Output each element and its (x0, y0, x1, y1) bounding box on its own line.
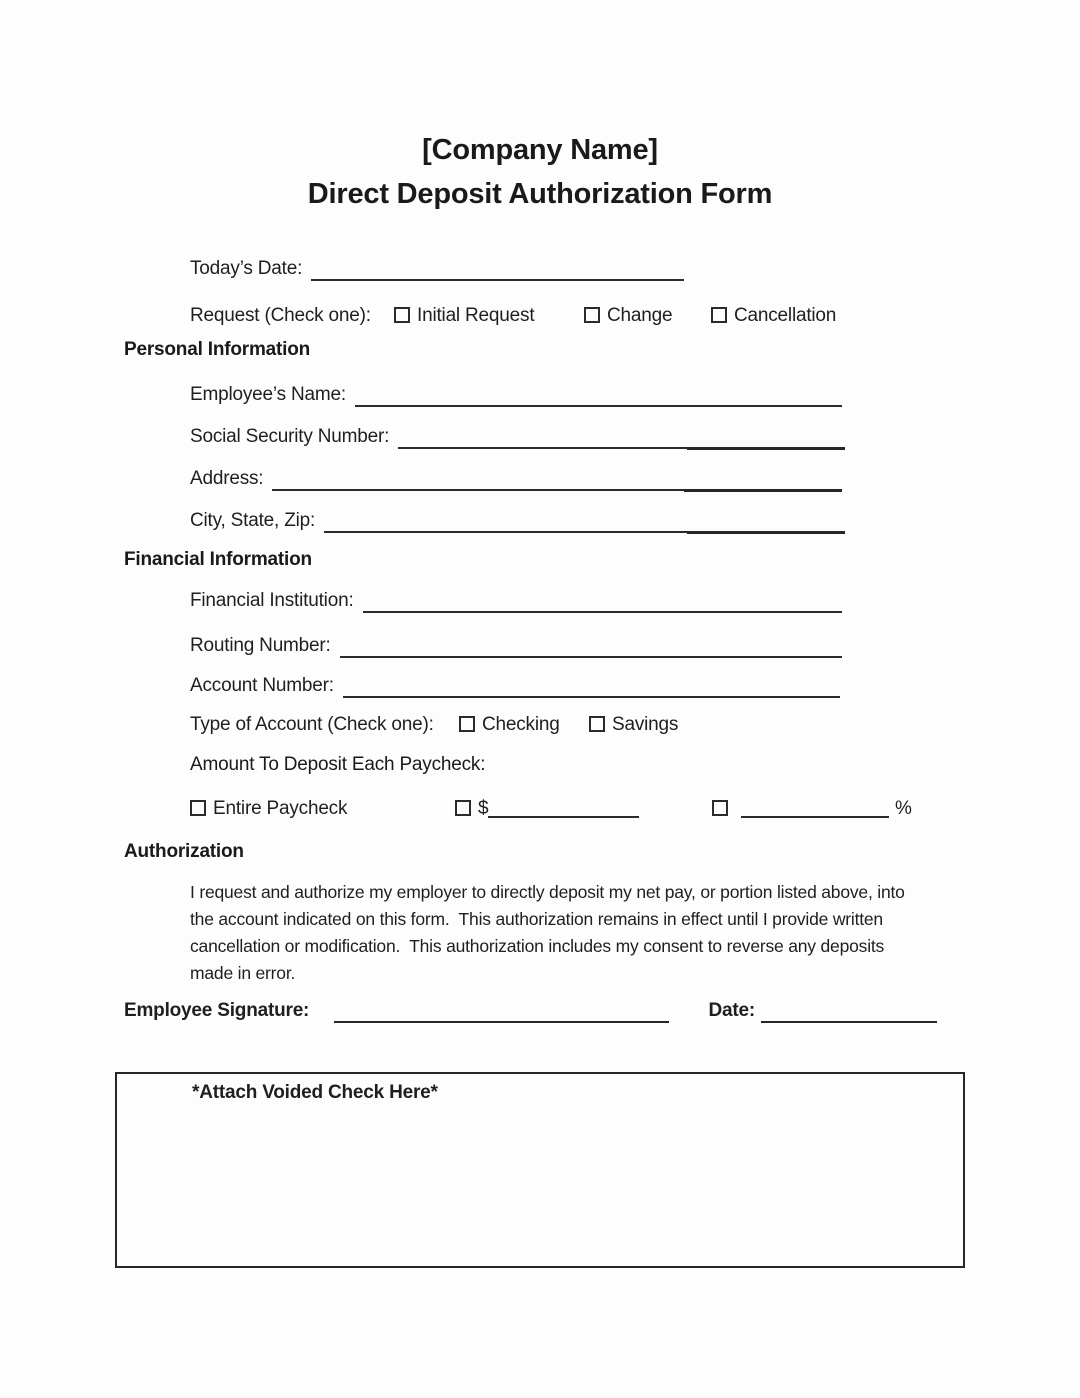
percent-amount-input-line[interactable] (741, 816, 889, 818)
routing-number-input-line[interactable] (340, 656, 842, 658)
percent-sign-label: % (895, 798, 912, 819)
ssn-input-line[interactable] (398, 447, 687, 449)
todays-date-input-line[interactable] (311, 279, 684, 281)
account-type-row (190, 713, 790, 737)
date-label: Date: (708, 1000, 755, 1021)
savings-checkbox[interactable] (589, 716, 605, 732)
city-state-zip-input-line[interactable] (324, 531, 687, 533)
checking-checkbox[interactable] (459, 716, 475, 732)
address-input-line[interactable] (272, 489, 684, 491)
request-option-cancellation (711, 304, 836, 328)
address-input-line-segment[interactable] (684, 489, 842, 492)
amount-options-row (190, 797, 920, 821)
voided-check-attachment-box (115, 1072, 965, 1268)
dollar-sign-label: $ (478, 798, 489, 819)
employees-name-label: Employee’s Name: (190, 384, 346, 405)
checking-label: Checking (482, 714, 560, 735)
initial-request-label: Initial Request (417, 305, 535, 326)
todays-date-row (190, 257, 684, 281)
dollar-amount-input-line[interactable] (488, 816, 639, 818)
authorization-line-4: made in error. (190, 963, 296, 983)
account-type-option-savings (589, 713, 678, 737)
employees-name-input-line[interactable] (355, 405, 842, 407)
signature-row (124, 999, 937, 1023)
authorization-heading: Authorization (124, 841, 244, 862)
personal-information-heading: Personal Information (124, 339, 311, 360)
date-input-line[interactable] (761, 1021, 937, 1023)
request-row (190, 304, 890, 328)
financial-information-heading: Financial Information (124, 549, 312, 570)
amount-to-deposit-label: Amount To Deposit Each Paycheck: (190, 754, 486, 775)
form-title: Direct Deposit Authorization Form (307, 178, 773, 210)
authorization-paragraph (190, 879, 980, 987)
address-label: Address: (190, 468, 264, 489)
amount-option-dollar (455, 797, 639, 821)
request-label: Request (Check one): (190, 305, 371, 326)
employee-signature-label: Employee Signature: (124, 1000, 310, 1021)
company-name-title: [Company Name] (422, 134, 658, 166)
authorization-line-2: the account indicated on this form. This authorization remains in effect until I provide written (190, 909, 883, 929)
ssn-row (190, 425, 845, 449)
financial-institution-row (190, 589, 842, 613)
dollar-amount-checkbox[interactable] (455, 800, 471, 816)
address-row (190, 467, 842, 491)
initial-request-checkbox[interactable] (394, 307, 410, 323)
city-state-zip-input-line-segment[interactable] (687, 531, 845, 534)
change-label: Change (607, 305, 673, 326)
entire-paycheck-label: Entire Paycheck (213, 798, 348, 819)
financial-institution-label: Financial Institution: (190, 590, 354, 611)
attach-voided-check-label: *Attach Voided Check Here* (192, 1082, 438, 1103)
change-checkbox[interactable] (584, 307, 600, 323)
account-number-input-line[interactable] (343, 696, 840, 698)
city-state-zip-label: City, State, Zip: (190, 510, 316, 531)
ssn-label: Social Security Number: (190, 426, 390, 447)
employees-name-row (190, 383, 842, 407)
authorization-line-1: I request and authorize my employer to directly deposit my net pay, or portion listed above, into (190, 882, 905, 902)
entire-paycheck-checkbox[interactable] (190, 800, 206, 816)
cancellation-checkbox[interactable] (711, 307, 727, 323)
request-option-change (584, 304, 672, 328)
authorization-line-3: cancellation or modification. This authorization includes my consent to reverse any deposits (190, 936, 885, 956)
cancellation-label: Cancellation (734, 305, 837, 326)
employee-signature-input-line[interactable] (334, 1021, 669, 1023)
ssn-input-line-segment[interactable] (687, 447, 845, 450)
financial-institution-input-line[interactable] (363, 611, 842, 613)
amount-option-percent (712, 797, 912, 821)
account-type-option-checking (459, 713, 560, 737)
routing-number-row (190, 634, 842, 658)
savings-label: Savings (612, 714, 679, 735)
routing-number-label: Routing Number: (190, 635, 331, 656)
todays-date-label: Today’s Date: (190, 258, 303, 279)
amount-option-entire (190, 797, 347, 821)
account-type-label: Type of Account (Check one): (190, 714, 434, 735)
account-number-label: Account Number: (190, 675, 334, 696)
account-number-row (190, 674, 840, 698)
city-state-zip-row (190, 509, 845, 533)
request-option-initial (394, 304, 534, 328)
percent-amount-checkbox[interactable] (712, 800, 728, 816)
